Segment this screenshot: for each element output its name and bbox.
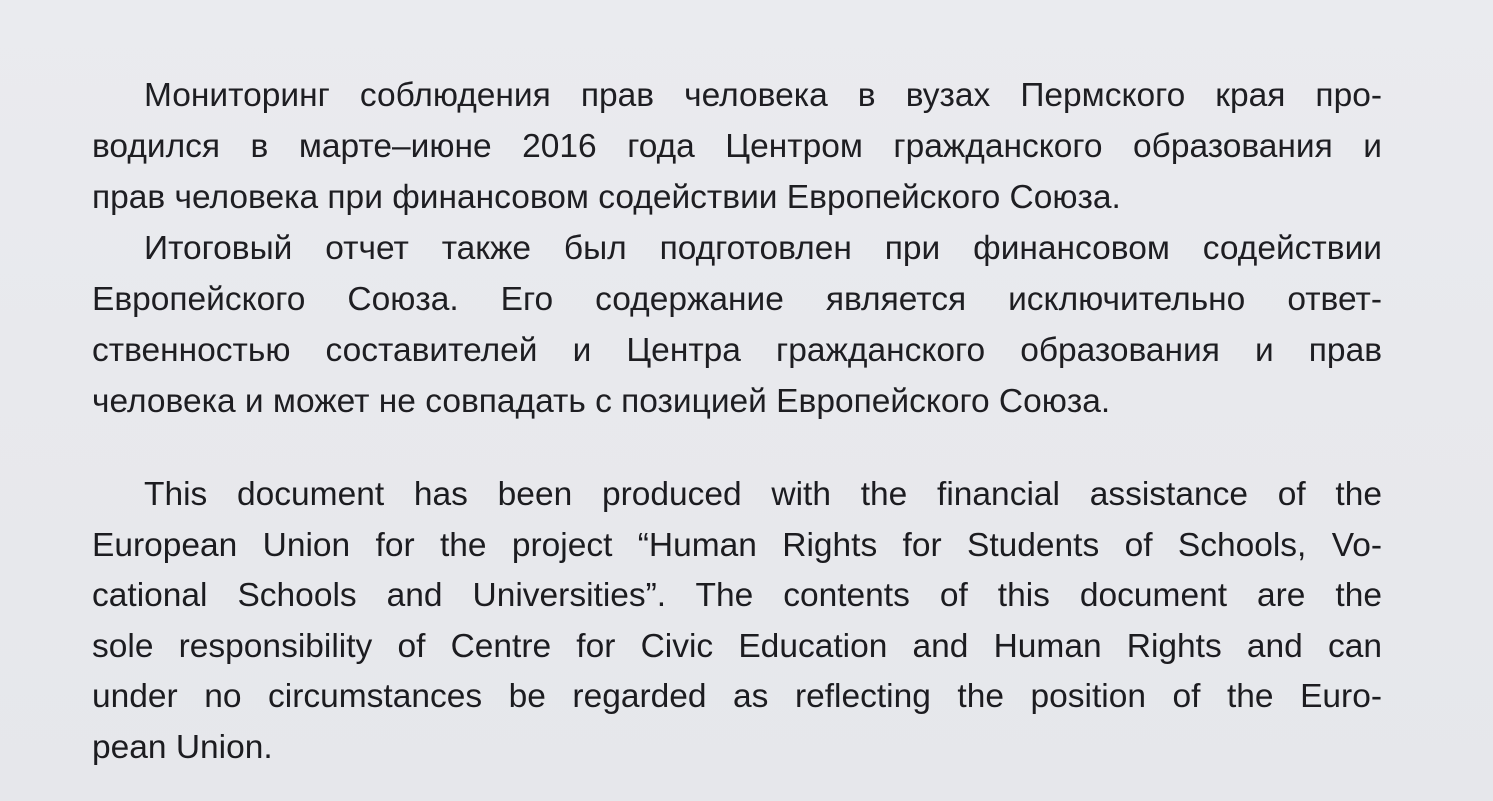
text-line: pean Union. xyxy=(92,728,273,766)
text-line: Европейского Союза. Его содержание является исключительно ответ- xyxy=(92,281,1382,318)
russian-paragraph-2 xyxy=(92,223,1382,427)
text-line: under no circumstances be regarded as reflecting the position of the Euro- xyxy=(92,678,1382,715)
text-line: человека и может не совпадать с позицией Европейского Союза. xyxy=(92,383,1111,420)
text-line: водился в марте–июне 2016 года Центром гражданского образования и xyxy=(92,128,1382,165)
english-text-block xyxy=(92,470,1382,773)
russian-text-block xyxy=(92,70,1382,427)
text-line: sole responsibility of Centre for Civic Education and Human Rights and can xyxy=(92,627,1382,665)
russian-paragraph-1 xyxy=(92,70,1382,223)
english-paragraph xyxy=(92,470,1382,773)
text-line: cational Schools and Universities”. The contents of this document are the xyxy=(92,577,1382,614)
text-line: прав человека при финансовом содействии Европейского Союза. xyxy=(92,179,1121,216)
text-line: Мониторинг соблюдения прав человека в вузах Пермского края про- xyxy=(144,77,1382,114)
text-line: This document has been produced with the financial assistance of the xyxy=(144,476,1382,513)
text-line: ственностью составителей и Центра гражданского образования и прав xyxy=(92,332,1382,369)
text-line: Итоговый отчет также был подготовлен при финансовом содействии xyxy=(144,230,1382,267)
text-line: European Union for the project “Human Rights for Students of Schools, Vo- xyxy=(92,526,1382,564)
